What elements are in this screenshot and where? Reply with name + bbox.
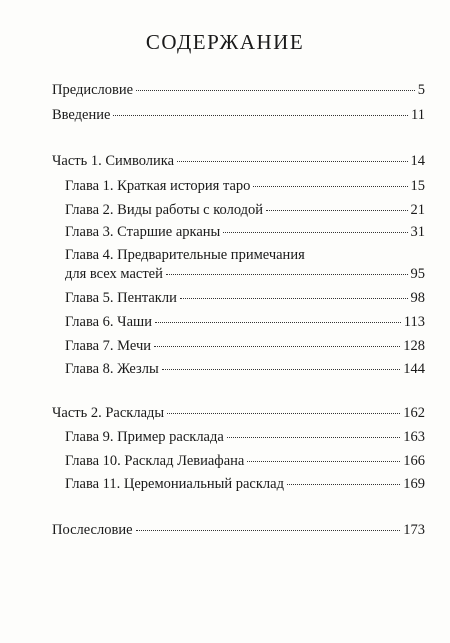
toc-entry-label: Глава 8. Жезлы (65, 361, 159, 377)
toc-entry-chapter-3[interactable] (65, 223, 425, 241)
dot-leader (166, 274, 408, 275)
toc-entry-label: Глава 5. Пентакли (65, 290, 177, 306)
toc-entry-preface[interactable] (52, 81, 425, 99)
toc-entry-chapter-8[interactable] (65, 360, 425, 378)
toc-entry-introduction[interactable] (52, 106, 425, 124)
toc-entry-label: Глава 10. Расклад Левиафана (65, 453, 245, 469)
toc-entry-label: Глава 9. Пример расклада (65, 429, 224, 445)
toc-entry-label: Глава 6. Чаши (65, 314, 152, 330)
page-title: СОДЕРЖАНИЕ (145, 30, 305, 54)
toc-entry-label: Предисловие (52, 82, 134, 98)
toc-entry-label: Глава 3. Старшие арканы (65, 224, 221, 240)
toc-page-number: 31 (410, 224, 425, 240)
toc-entry-chapter-2[interactable] (65, 201, 425, 219)
toc-entry-label: Глава 2. Виды работы с колодой (65, 202, 264, 218)
dot-leader (253, 186, 407, 187)
toc-page-number: 169 (403, 476, 425, 492)
toc-entry-label: Часть 2. Расклады (52, 405, 165, 421)
toc-page-number: 163 (403, 429, 425, 445)
toc-entry-label: Часть 1. Символика (52, 153, 175, 169)
dot-leader (223, 232, 407, 233)
toc-page-number: 15 (410, 178, 425, 194)
toc-page-number: 11 (411, 107, 425, 123)
toc-entry-label: Введение (52, 107, 111, 123)
dot-leader (227, 437, 400, 438)
toc-page-number: 128 (403, 338, 425, 354)
dot-leader (287, 484, 400, 485)
toc-page-number: 95 (410, 266, 425, 282)
dot-leader (177, 161, 407, 162)
dot-leader (162, 369, 400, 370)
dot-leader (136, 530, 401, 531)
toc-entry-part-2[interactable] (52, 404, 425, 422)
dot-leader (155, 322, 401, 323)
toc-entry-chapter-5[interactable] (65, 289, 425, 307)
toc-page-number: 144 (403, 361, 425, 377)
toc-page-number: 162 (403, 405, 425, 421)
dot-leader (136, 90, 415, 91)
toc-entry-label: Послесловие (52, 522, 133, 538)
toc-page-number: 173 (403, 522, 425, 538)
dot-leader (180, 298, 408, 299)
toc-entry-part-1[interactable] (52, 152, 425, 170)
toc-entry-label: Глава 1. Краткая история таро (65, 178, 251, 194)
toc-page-number: 98 (410, 290, 425, 306)
toc-page-number: 166 (403, 453, 425, 469)
toc-entry-chapter-7[interactable] (65, 337, 425, 355)
toc-entry-chapter-1[interactable] (65, 177, 425, 195)
dot-leader (113, 115, 408, 116)
toc-entry-chapter-4[interactable] (65, 265, 425, 283)
toc-entry-chapter-10[interactable] (65, 452, 425, 470)
toc-entry-chapter-4-line1[interactable]: Глава 4. Предварительные примечания (65, 247, 305, 263)
dot-leader (167, 413, 400, 414)
toc-page-number: 21 (410, 202, 425, 218)
toc-page-number: 113 (403, 314, 425, 330)
toc-entry-chapter-6[interactable] (65, 313, 425, 331)
toc-page-number: 14 (410, 153, 425, 169)
dot-leader (266, 210, 407, 211)
toc-entry-label: для всех мастей (65, 266, 163, 282)
toc-entry-chapter-9[interactable] (65, 428, 425, 446)
toc-page-number: 5 (417, 82, 425, 98)
toc-entry-afterword[interactable] (52, 521, 425, 539)
toc-entry-chapter-11[interactable] (65, 475, 425, 493)
toc-entry-label: Глава 11. Церемониальный расклад (65, 476, 284, 492)
toc-entry-label: Глава 7. Мечи (65, 338, 152, 354)
dot-leader (247, 461, 400, 462)
dot-leader (154, 346, 400, 347)
